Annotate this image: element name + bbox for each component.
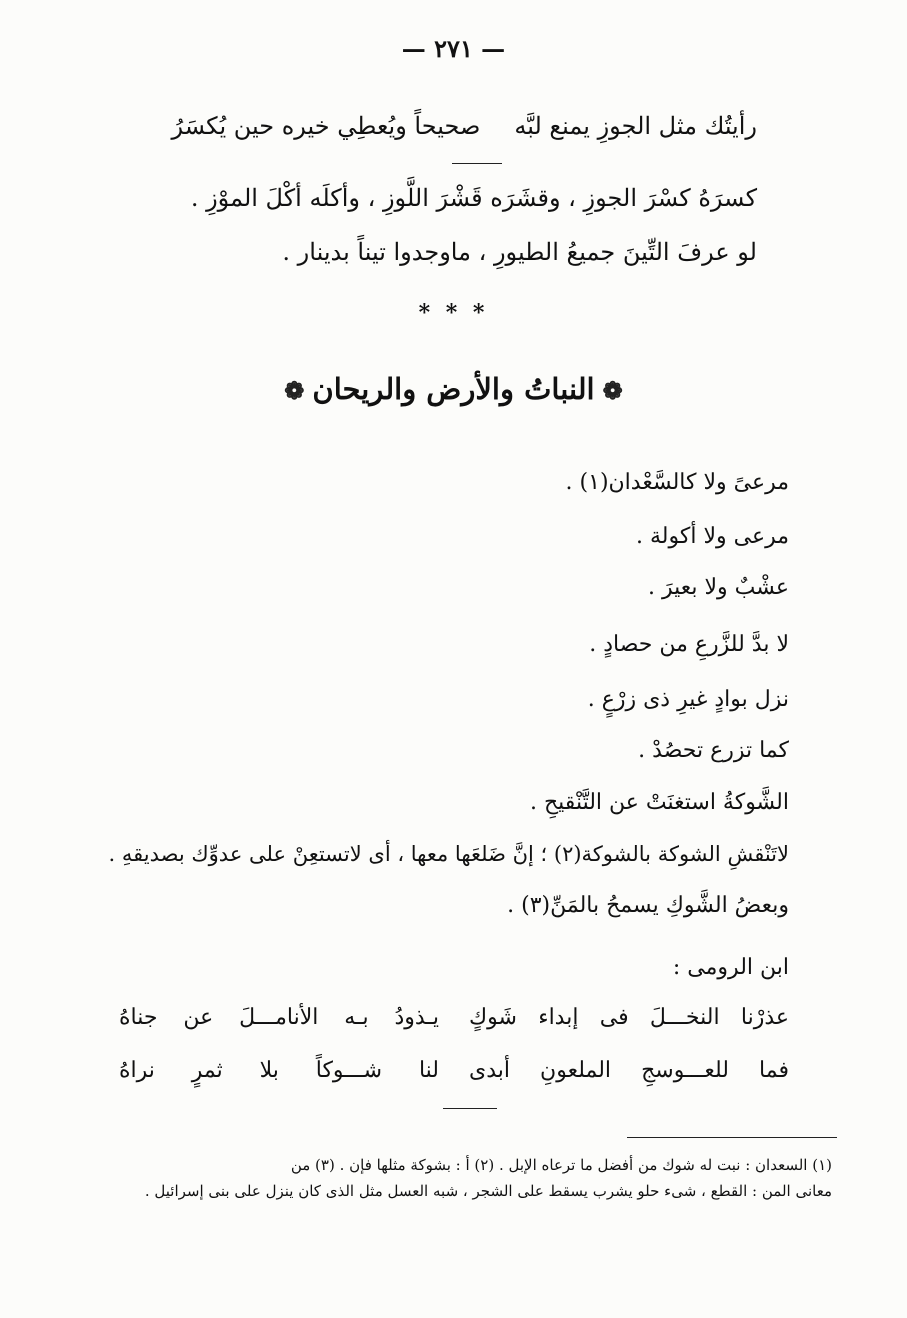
verse-first-hemistich: عذرْنا النخـــلَ فى إبداء شَوكٍ	[469, 1005, 789, 1030]
opening-verse	[147, 112, 757, 141]
footnotes	[72, 1152, 832, 1205]
saying-line-2: لو عرفَ التِّينَ جميعُ الطيورِ ، ماوجدوا تيناً بدينار .	[282, 238, 757, 266]
poet-name: ابن الرومى :	[672, 955, 789, 980]
verse-divider-rule	[452, 163, 502, 164]
verse-first-hemistich: رأيتُك مثل الجوزِ يمنع لبَّه	[514, 112, 757, 140]
footnote-line: معانى المن : القطع ، شىء حلو يشرب يسقط على الشجر ، شبه العسل مثل الذى كان ينزل على بنى إسرائيل .	[144, 1182, 832, 1201]
verse-second-hemistich: لنا شـــوكاً بلا ثمرٍ نراهُ	[119, 1058, 439, 1083]
verse-second-hemistich: يـذودُ بـه الأنامـــلَ عن جناهُ	[119, 1005, 439, 1030]
section-heading	[0, 372, 907, 406]
section-separator: * * *	[418, 300, 489, 326]
proverb-line: كما تزرع تحصُدْ .	[638, 738, 789, 763]
footnote-rule	[627, 1137, 837, 1138]
poem-verse	[119, 1005, 789, 1031]
proverb-line: لا بدَّ للزَّرعِ من حصادٍ .	[589, 632, 789, 657]
verse-first-hemistich: فما للعـــوسجِ الملعونِ أبدى	[469, 1058, 789, 1083]
footnote-line: (١) السعدان : نبت له شوك من أفضل ما ترعاه الإبل . (٢) أ : بشوكة مثلها فإن . (٣) من	[290, 1156, 832, 1174]
ornament-icon: ❁	[602, 376, 623, 405]
proverb-line: لاتَنْقشِ الشوكة بالشوكة(٢) ؛ إنَّ ضَلعَها معها ، أى لاتستعِنْ على عدوِّك بصديقهِ .	[108, 842, 789, 866]
proverb-line: وبعضُ الشَّوكِ يسمحُ بالمَنِّ(٣) .	[507, 893, 789, 918]
end-rule	[443, 1108, 497, 1109]
section-title: النباتُ والأرض والريحان	[312, 372, 595, 406]
saying-line-1: كسرَهُ كسْرَ الجوزِ ، وقشَرَه قَشْرَ اللَّوزِ ، وأكلَه أكْلَ الموْزِ .	[190, 184, 757, 212]
proverb-line: الشَّوكةُ استغنَتْ عن التَّنْقيحِ .	[529, 790, 789, 815]
ornament-icon: ❁	[284, 376, 305, 405]
verse-second-hemistich: صحيحاً ويُعطِي خيره حين يُكسَرُ	[171, 112, 481, 140]
poem-verse	[119, 1058, 789, 1084]
proverb-line: مرعىً ولا كالسَّعْدان(١) .	[565, 470, 789, 495]
proverb-line: نزل بوادٍ غيرِ ذى زرْعٍ .	[587, 687, 789, 712]
proverb-line: عشْبٌ ولا بعيرَ .	[647, 575, 789, 600]
proverb-line: مرعى ولا أكولة .	[636, 524, 789, 549]
page-number: — ٢٧١ —	[401, 34, 506, 63]
